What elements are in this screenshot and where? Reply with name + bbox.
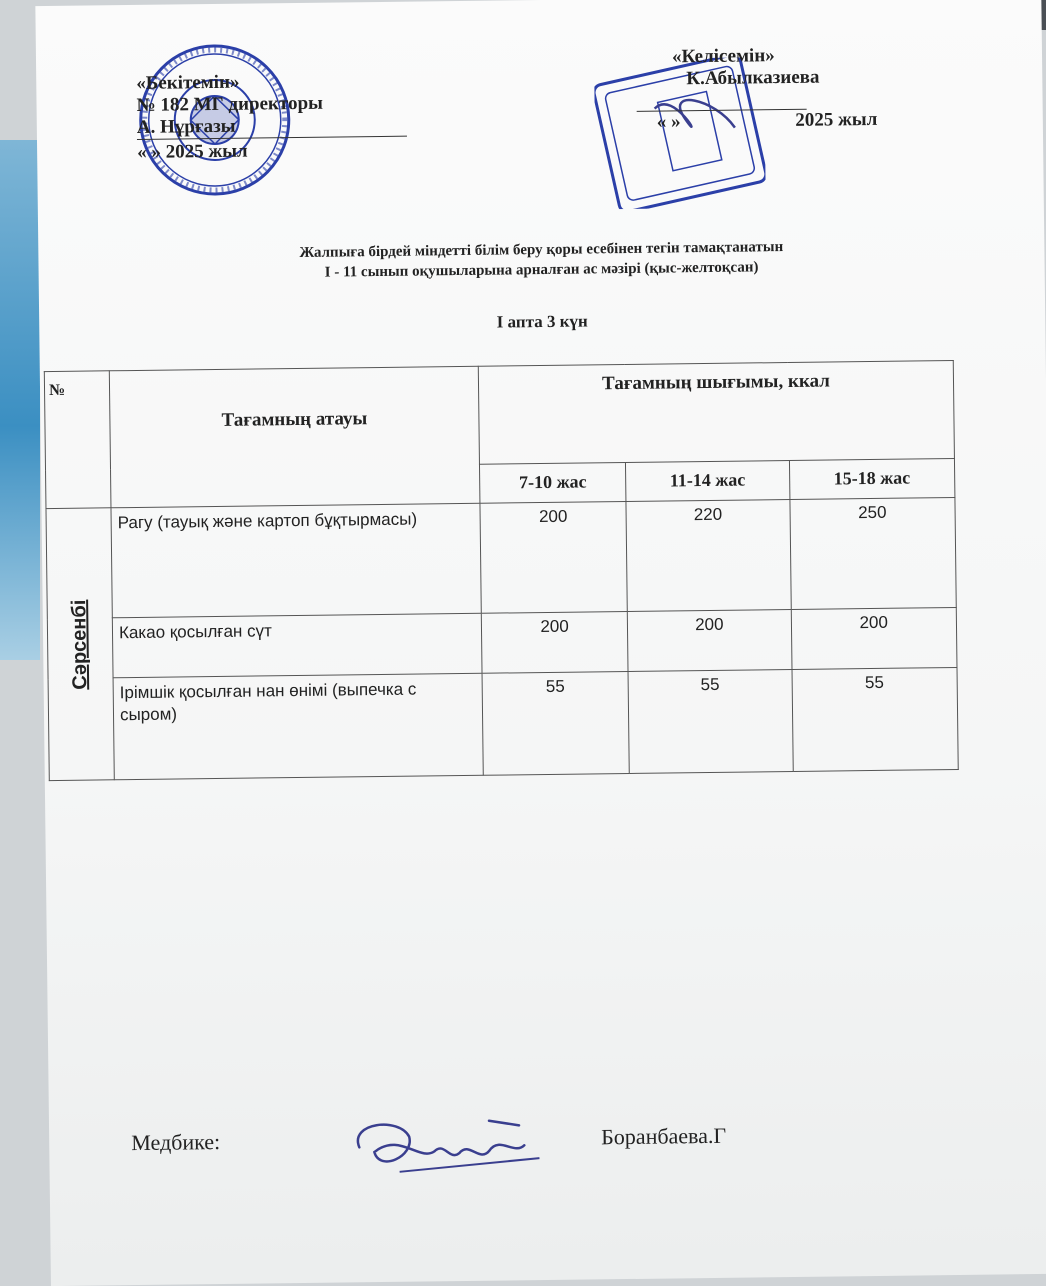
week-day-subtitle: I апта 3 күн [496, 311, 588, 332]
table-header-row [44, 360, 954, 469]
age-group-header: 7-10 жас [479, 462, 626, 503]
dish-name: Какао қосылған сүт [112, 613, 482, 678]
menu-table [44, 360, 959, 781]
document-page [35, 0, 1046, 1286]
footer-name: Боранбаева.Г [601, 1122, 727, 1150]
approval-left-name: А. Нұрғазы [137, 114, 407, 140]
approval-left-heading: «Бекітемін» [136, 71, 240, 94]
kcal-value: 200 [480, 501, 628, 613]
kcal-value: 250 [789, 497, 956, 609]
kcal-value: 200 [481, 611, 628, 673]
day-cell [46, 508, 114, 781]
approval-left-position: № 182 МГ директоры [136, 92, 324, 116]
footer-role: Медбике: [131, 1129, 221, 1156]
background-folder-edge [0, 140, 40, 660]
table-row [47, 607, 957, 678]
column-header-dish-name: Тағамның атауы [109, 366, 480, 507]
table-row [48, 667, 958, 780]
age-group-header: 11-14 жас [626, 461, 790, 502]
approval-block-left [136, 69, 437, 164]
kcal-value: 220 [626, 499, 791, 611]
kcal-value: 200 [791, 607, 957, 669]
kcal-value: 55 [628, 669, 793, 773]
approval-left-date: « » 2025 жыл [137, 140, 248, 163]
day-label: Сәрсенбі [68, 599, 92, 690]
approval-right-signature-line [636, 89, 806, 112]
approval-right-year: 2025 жыл [795, 108, 878, 131]
dish-name: Рагу (тауық және картоп бұқтырмасы) [111, 503, 481, 617]
kcal-value: 55 [792, 667, 959, 771]
approval-right-date-row [637, 108, 967, 134]
kcal-value: 55 [482, 671, 629, 775]
signature-icon [339, 1100, 560, 1193]
dish-name: Ірімшік қосылған нан өнімі (выпечка с сыром) [113, 673, 483, 780]
column-header-number: № [44, 371, 111, 509]
approval-right-name: К.Абылказиева [686, 66, 820, 90]
menu-title-line-1: Жалпыға бірдей міндетті білім беру қоры есебінен тегін тамақтанатын [299, 239, 784, 261]
table-row [46, 497, 956, 618]
age-group-header: 15-18 жас [789, 458, 955, 499]
approval-right-heading: «Келісемін» [671, 45, 775, 68]
column-header-kcal: Тағамның шығымы, ккал [478, 360, 954, 464]
approval-block-right [636, 43, 967, 134]
kcal-value: 200 [628, 609, 792, 671]
approval-right-date: « » [656, 111, 681, 133]
menu-title-line-2: I - 11 сынып оқушыларына арналған ас мәзірі (қыс-желтоқсан) [324, 259, 759, 281]
